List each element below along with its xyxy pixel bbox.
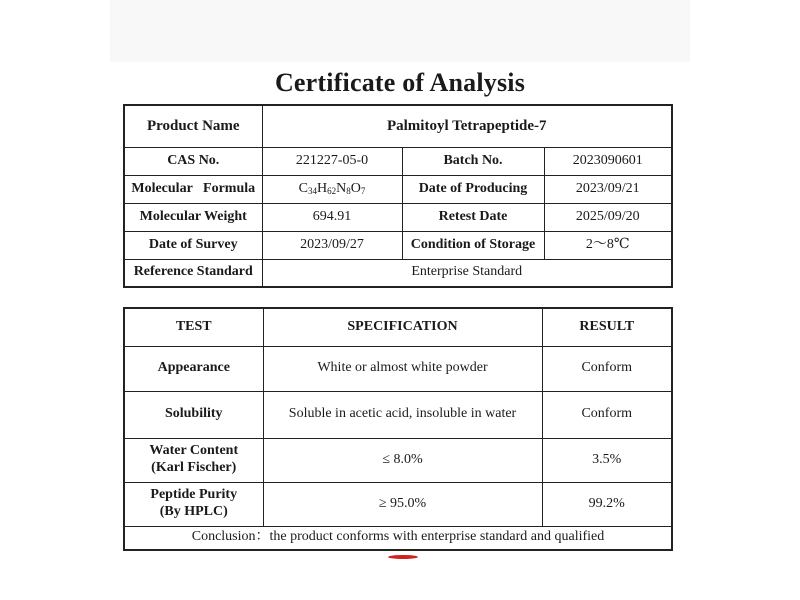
- test-water-content-line1: Water Content: [149, 443, 239, 459]
- test-solubility: Solubility: [124, 391, 263, 438]
- top-band: [110, 0, 690, 62]
- cas-label: CAS No.: [124, 147, 262, 175]
- result-peptide-purity: 99.2%: [542, 482, 672, 526]
- formula-label: Molecular Formula: [124, 175, 262, 203]
- survey-value: 2023/09/27: [262, 231, 402, 259]
- cas-value: 221227-05-0: [262, 147, 402, 175]
- product-name-label: Product Name: [124, 105, 262, 147]
- formula-value: [262, 175, 402, 203]
- header-test: TEST: [124, 308, 263, 346]
- retest-value: 2025/09/20: [544, 203, 672, 231]
- test-peptide-purity-line1: Peptide Purity: [150, 487, 238, 503]
- spec-appearance: White or almost white powder: [263, 346, 542, 391]
- spec-peptide-purity: ≥ 95.0%: [263, 482, 542, 526]
- header-result: RESULT: [542, 308, 672, 346]
- test-peptide-purity: [124, 482, 263, 526]
- test-peptide-purity-line2: (By HPLC): [159, 504, 228, 519]
- test-water-content: [124, 438, 263, 482]
- spec-solubility: Soluble in acetic acid, insoluble in water: [263, 391, 542, 438]
- storage-value: 2～8℃: [544, 231, 672, 259]
- header-specification: SPECIFICATION: [263, 308, 542, 346]
- page-title: Certificate of Analysis: [274, 68, 526, 97]
- formula-text: $C_{34}H_{62}N_8O_7$: [298, 180, 366, 196]
- product-name-value: Palmitoyl Tetrapeptide-7: [262, 105, 672, 147]
- result-water-content: 3.5%: [542, 438, 672, 482]
- result-appearance: Conform: [542, 346, 672, 391]
- spec-water-content: ≤ 8.0%: [263, 438, 542, 482]
- batch-label: Batch No.: [402, 147, 544, 175]
- test-appearance: Appearance: [124, 346, 263, 391]
- test-water-content-line2: (Karl Fischer): [151, 460, 237, 475]
- storage-label: Condition of Storage: [402, 231, 544, 259]
- test-results-table: [123, 307, 673, 551]
- result-solubility: Conform: [542, 391, 672, 438]
- reference-value: Enterprise Standard: [262, 259, 672, 287]
- batch-value: 2023090601: [544, 147, 672, 175]
- date-producing-value: 2023/09/21: [544, 175, 672, 203]
- weight-label: Molecular Weight: [124, 203, 262, 231]
- product-info-table: [123, 104, 673, 288]
- retest-label: Retest Date: [402, 203, 544, 231]
- survey-label: Date of Survey: [124, 231, 262, 259]
- reference-label: Reference Standard: [124, 259, 262, 287]
- date-producing-label: Date of Producing: [402, 175, 544, 203]
- red-mark: [388, 555, 418, 559]
- weight-value: 694.91: [262, 203, 402, 231]
- conclusion: Conclusion：the product conforms with enterprise standard and qualified: [124, 526, 672, 550]
